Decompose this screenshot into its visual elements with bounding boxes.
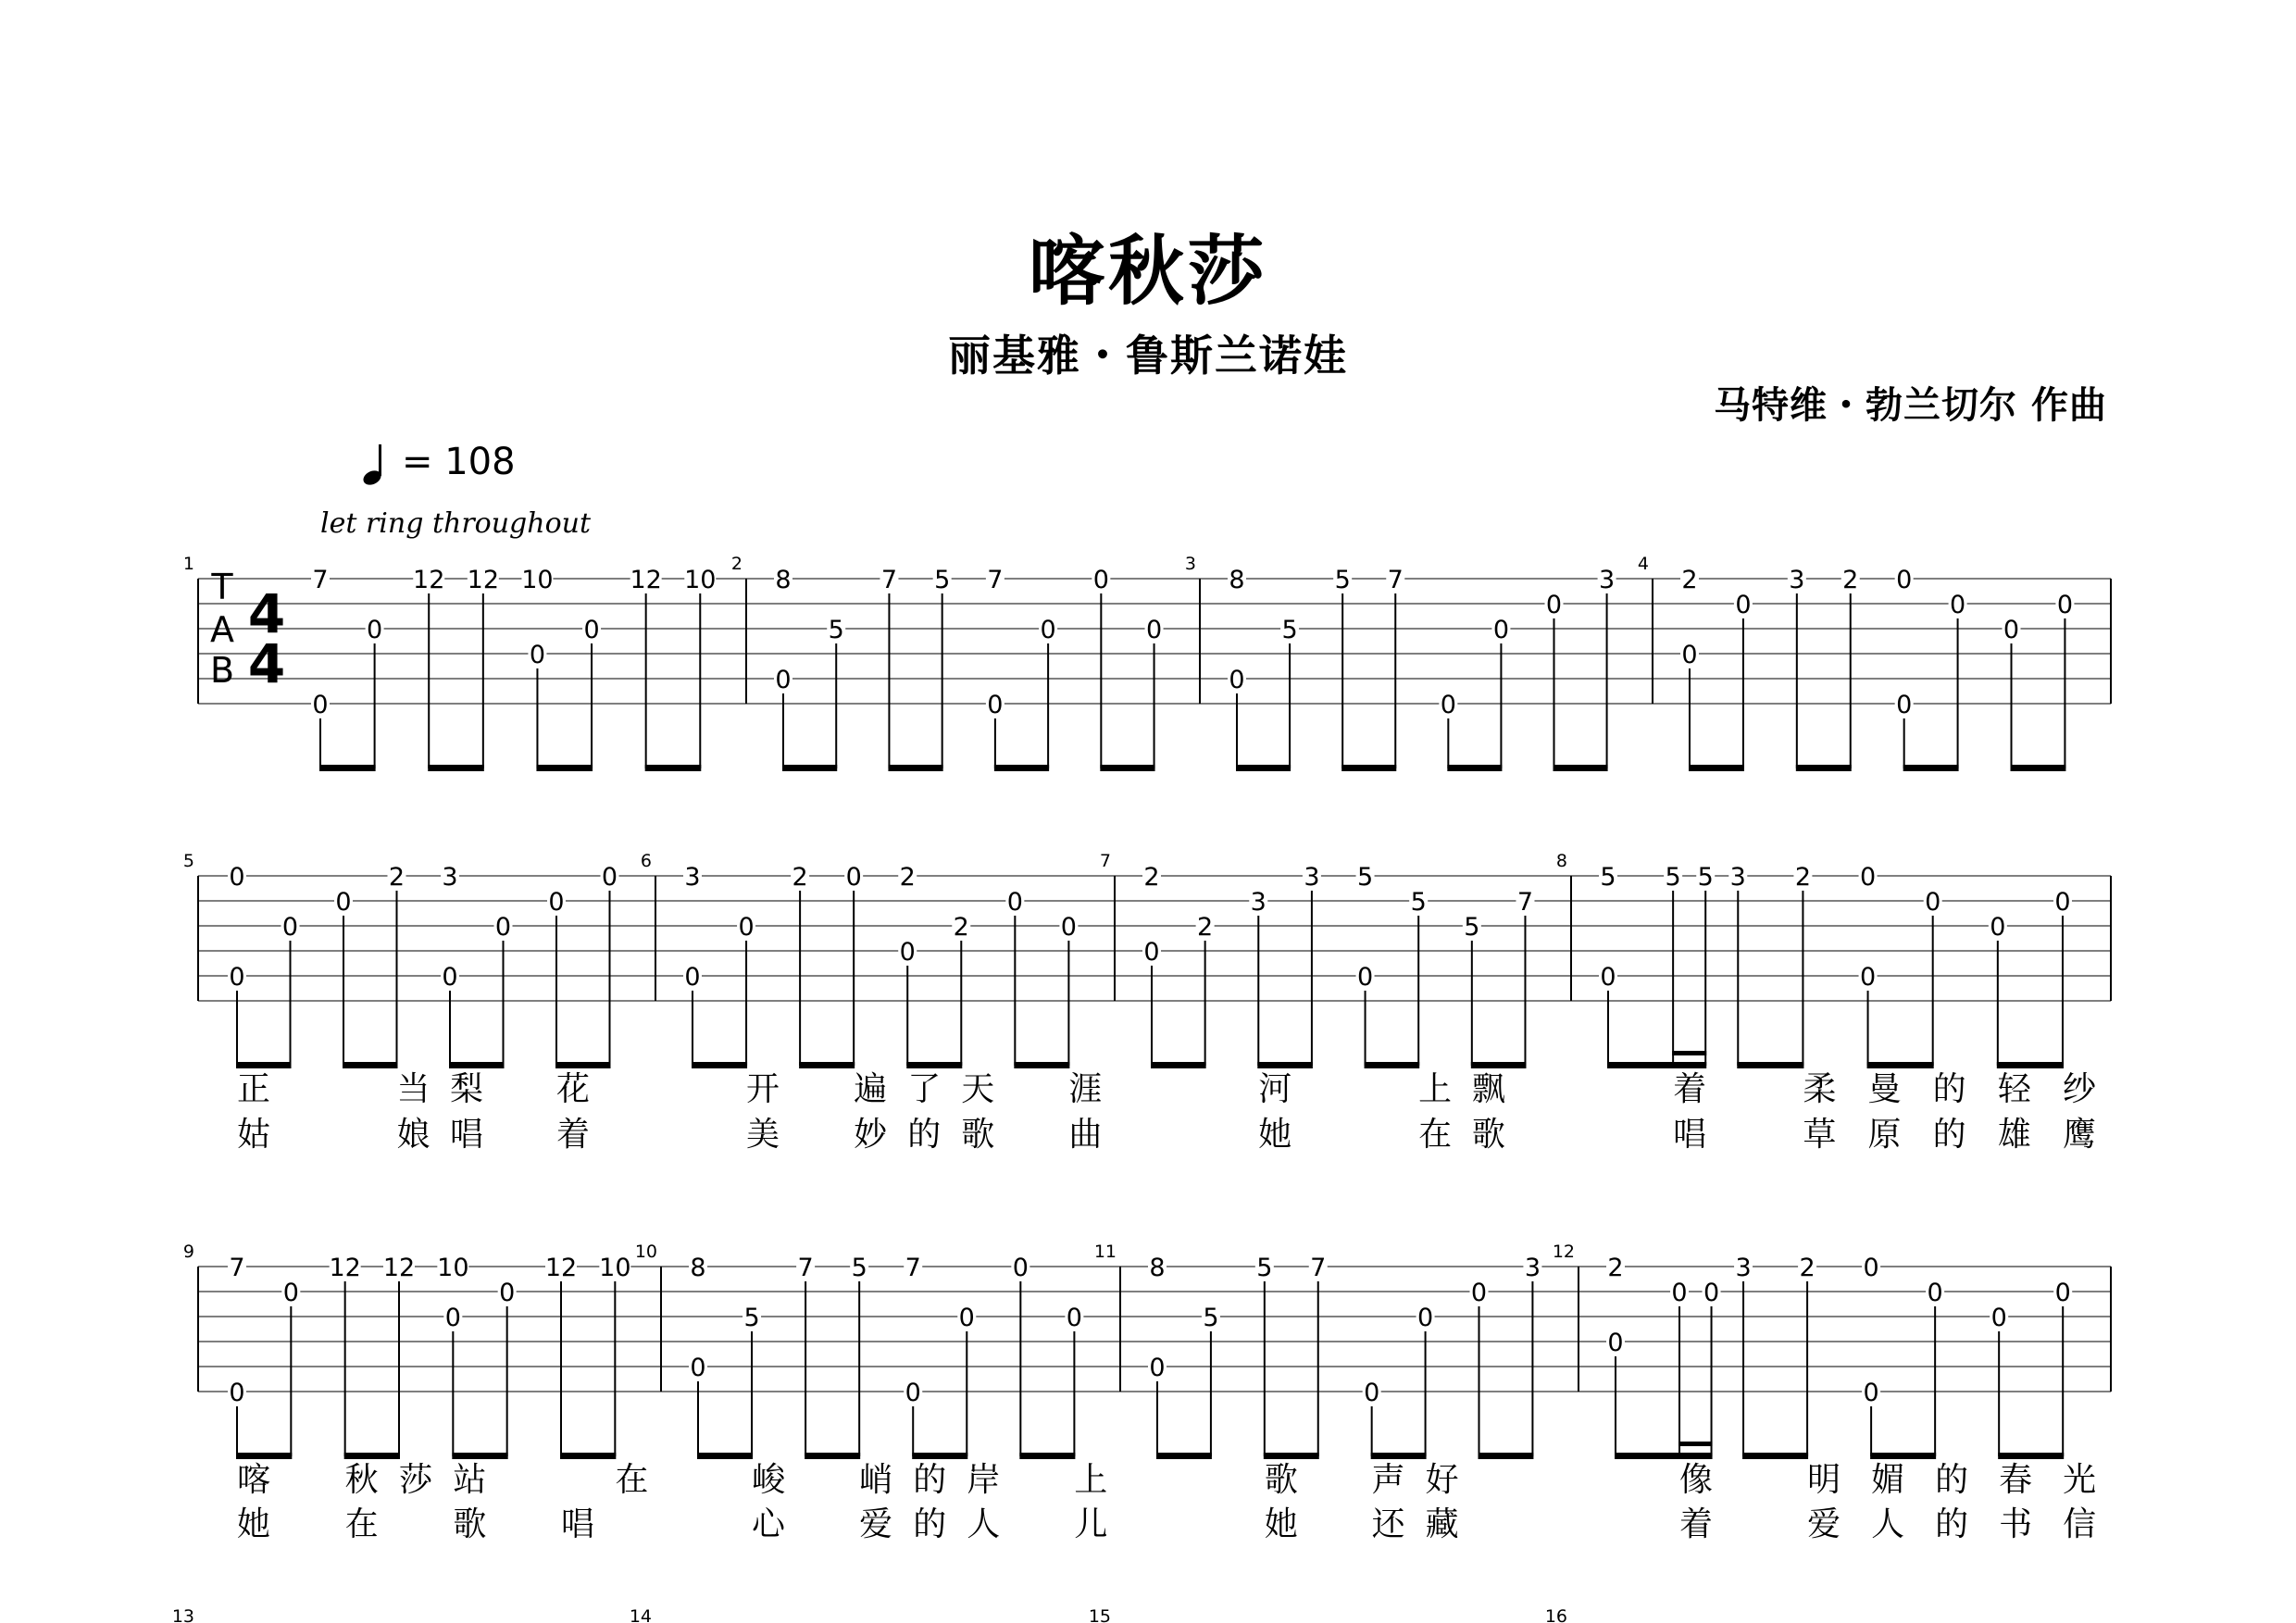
eighth-beam (1447, 765, 1502, 771)
lyric-syllable: 雄 (1997, 1116, 2031, 1154)
eighth-beam (452, 1453, 507, 1459)
lyric-syllable: 她 (1258, 1116, 1292, 1154)
fret-number: 0 (367, 616, 383, 644)
lyric-syllable: 唱 (560, 1505, 595, 1543)
fret-number: 3 (1304, 863, 1320, 892)
fret-number: 0 (1006, 888, 1023, 917)
eighth-beam (236, 1062, 292, 1068)
fret-number: 7 (880, 566, 898, 594)
lyric-syllable: 着 (1673, 1070, 1707, 1108)
lyric-syllable: 唱 (449, 1116, 484, 1154)
fret-number: 0 (1735, 591, 1752, 619)
fret-number: 8 (775, 566, 792, 594)
fret-number: 2 (792, 863, 808, 892)
lyric-syllable: 着 (555, 1116, 591, 1154)
time-signature-denominator: 4 (247, 632, 286, 695)
fret-number: 5 (934, 566, 951, 594)
fret-number: 2 (953, 913, 969, 942)
lyric-syllable: 上 (1074, 1461, 1108, 1499)
fret-number: 0 (1440, 691, 1456, 719)
lyric-syllable: 儿 (1074, 1505, 1108, 1543)
eighth-beam (1867, 1062, 1934, 1068)
eighth-beam (1264, 1453, 1319, 1459)
eighth-beam (560, 1453, 616, 1459)
lyric-syllable: 花 (555, 1070, 591, 1108)
lyric-syllable: 草 (1803, 1116, 1837, 1154)
eighth-beam (912, 1453, 967, 1459)
lyric-syllable: 的 (1935, 1461, 1969, 1499)
fret-number: 10 (599, 1254, 631, 1282)
fret-number: 3 (684, 863, 701, 892)
fret-number: 0 (499, 1279, 516, 1307)
measure-number: 6 (640, 851, 652, 871)
lyric-syllable: 原 (1867, 1116, 1902, 1154)
fret-number: 7 (1310, 1254, 1327, 1282)
fret-number: 7 (905, 1254, 921, 1282)
lyric-syllable: 遍 (854, 1070, 888, 1108)
tab-clef-letter: B (209, 650, 235, 691)
tab-clef-letter: A (210, 609, 234, 650)
fret-number: 0 (845, 863, 862, 892)
fret-number: 2 (899, 863, 916, 892)
lyric-syllable: 歌 (1471, 1116, 1505, 1154)
fret-number: 5 (828, 616, 844, 644)
eighth-beam (994, 765, 1049, 771)
composer-credit: 马特维・勃兰切尔 作曲 (1714, 384, 2107, 427)
sixteenth-beam (1672, 1051, 1706, 1055)
fret-number: 0 (958, 1304, 975, 1332)
lyric-syllable: 人 (1871, 1505, 1905, 1543)
lyric-syllable: 人 (967, 1505, 1001, 1543)
fret-number: 0 (548, 888, 565, 917)
lyric-syllable: 美 (746, 1116, 780, 1154)
fret-number: 0 (529, 641, 546, 669)
fret-number: 0 (229, 1379, 245, 1407)
fret-number: 0 (1949, 591, 1966, 619)
fret-number: 3 (442, 863, 458, 892)
fret-number: 10 (521, 566, 554, 594)
measure-number: 1 (182, 554, 194, 574)
fret-number: 0 (2054, 1279, 2071, 1307)
fret-number: 0 (1703, 1279, 1720, 1307)
eighth-beam (343, 1062, 398, 1068)
eighth-beam (1870, 1453, 1936, 1459)
fret-number: 0 (1859, 863, 1877, 892)
lyric-syllable: 着 (1679, 1505, 1714, 1543)
fret-number: 12 (630, 566, 662, 594)
fret-number: 5 (1203, 1304, 1219, 1332)
lyric-syllable: 纱 (2062, 1070, 2096, 1108)
lyric-syllable: 的 (913, 1505, 947, 1543)
lyric-syllable: 当 (396, 1070, 430, 1108)
measure-number: 14 (629, 1606, 652, 1623)
lyric-syllable: 爱 (1807, 1505, 1841, 1543)
fret-number: 0 (1229, 666, 1245, 694)
fret-number: 0 (494, 913, 512, 942)
lyric-syllable: 在 (344, 1505, 379, 1543)
fret-number: 0 (1092, 566, 1109, 594)
fret-number: 0 (583, 616, 600, 644)
fret-number: 7 (229, 1254, 245, 1282)
fret-number: 3 (1729, 863, 1746, 892)
eighth-beam (1554, 765, 1608, 771)
lyric-syllable: 姑 (236, 1116, 271, 1154)
lyric-syllable: 岸 (967, 1461, 1001, 1499)
eighth-beam (1615, 1453, 1713, 1459)
lyric-syllable: 柔 (1803, 1070, 1837, 1108)
lyric-syllable: 飘 (1471, 1070, 1505, 1108)
eighth-beam (536, 765, 593, 771)
fret-number: 0 (905, 1379, 921, 1407)
measure-number: 12 (1552, 1242, 1575, 1262)
eighth-beam (1365, 1062, 1420, 1068)
eighth-beam (1796, 765, 1852, 771)
eighth-beam (782, 765, 837, 771)
eighth-beam (888, 765, 942, 771)
fret-number: 0 (1470, 1279, 1488, 1307)
time-signature-numerator: 4 (247, 582, 286, 645)
fret-number: 3 (1524, 1254, 1541, 1282)
fret-number: 0 (1859, 963, 1877, 992)
fret-number: 12 (467, 566, 500, 594)
fret-number: 0 (1863, 1379, 1879, 1407)
lyric-syllable: 声 (1371, 1461, 1405, 1499)
fret-number: 12 (329, 1254, 361, 1282)
eighth-beam (1737, 1062, 1803, 1068)
fret-number: 0 (2056, 591, 2074, 619)
eighth-beam (697, 1453, 753, 1459)
fret-number: 0 (1896, 566, 1913, 594)
eighth-beam (645, 765, 702, 771)
lyric-syllable: 正 (236, 1070, 271, 1108)
lyric-syllable: 的 (1935, 1505, 1969, 1543)
eighth-beam (1479, 1453, 1534, 1459)
lyric-syllable: 像 (1679, 1461, 1714, 1499)
fret-number: 0 (2054, 888, 2071, 917)
fret-number: 0 (987, 691, 1004, 719)
fret-number: 0 (1671, 1279, 1688, 1307)
fret-number: 0 (1060, 913, 1077, 942)
fret-number: 0 (1364, 1379, 1380, 1407)
sixteenth-beam (1678, 1442, 1713, 1446)
eighth-beam (1236, 765, 1291, 771)
fret-number: 0 (1545, 591, 1563, 619)
measure-number: 15 (1088, 1606, 1111, 1623)
lyric-syllable: 还 (1371, 1505, 1405, 1543)
eighth-beam (1257, 1062, 1313, 1068)
eighth-beam (1689, 765, 1744, 771)
fret-number: 0 (1681, 641, 1698, 669)
fret-number: 2 (1842, 566, 1859, 594)
fret-number: 0 (1990, 913, 2006, 942)
fret-number: 8 (690, 1254, 706, 1282)
lyric-syllable: 喀 (236, 1461, 271, 1499)
lyric-syllable: 在 (1418, 1116, 1453, 1154)
fret-number: 10 (437, 1254, 469, 1282)
lyric-syllable: 河 (1258, 1070, 1292, 1108)
fret-number: 3 (1250, 888, 1267, 917)
fret-number: 5 (1665, 863, 1681, 892)
lyric-syllable: 歌 (1264, 1461, 1298, 1499)
eighth-beam (1151, 1062, 1206, 1068)
tempo-value: = 108 (402, 441, 516, 483)
lyric-syllable: 娘 (396, 1116, 430, 1154)
lyric-syllable: 上 (1418, 1070, 1453, 1108)
lyric-syllable: 梨 (449, 1070, 484, 1108)
lyric-syllable: 她 (1264, 1505, 1298, 1543)
fret-number: 5 (1464, 913, 1480, 942)
measure-number: 2 (730, 554, 742, 574)
let-ring-direction: let ring throughout (320, 507, 592, 540)
lyric-syllable: 心 (752, 1505, 786, 1543)
fret-number: 12 (382, 1254, 416, 1282)
fret-number: 7 (987, 566, 1004, 594)
fret-number: 5 (1410, 888, 1427, 917)
fret-number: 0 (899, 938, 916, 967)
lyric-syllable: 开 (746, 1070, 780, 1108)
fret-number: 0 (1416, 1304, 1434, 1332)
measure-number: 10 (634, 1242, 657, 1262)
measure-number: 16 (1544, 1606, 1567, 1623)
fret-number: 0 (601, 863, 618, 892)
fret-number: 0 (229, 963, 245, 992)
lyric-syllable: 好 (1425, 1461, 1459, 1499)
lyric-syllable: 曲 (1068, 1116, 1103, 1154)
lyric-syllable: 妙 (854, 1116, 888, 1154)
fret-number: 0 (1925, 888, 1941, 917)
fret-number: 0 (444, 1304, 461, 1332)
fret-number: 0 (1143, 938, 1160, 967)
fret-number: 0 (684, 963, 701, 992)
fret-number: 0 (775, 666, 792, 694)
lyric-syllable: 春 (1999, 1461, 2033, 1499)
eighth-beam (344, 1453, 400, 1459)
eighth-beam (1014, 1062, 1069, 1068)
lyric-syllable: 秋 (344, 1461, 379, 1499)
eighth-beam (805, 1453, 860, 1459)
lyric-syllable: 藏 (1425, 1505, 1459, 1543)
eighth-beam (428, 765, 484, 771)
measure-number: 13 (171, 1606, 194, 1623)
fret-number: 5 (1334, 566, 1351, 594)
eighth-beam (1997, 1062, 2064, 1068)
fret-number: 0 (1145, 616, 1163, 644)
fret-number: 0 (442, 963, 458, 992)
fret-number: 0 (1990, 1304, 2007, 1332)
fret-number: 0 (1012, 1254, 1029, 1282)
measure-number: 7 (1099, 851, 1111, 871)
fret-number: 2 (1197, 913, 1214, 942)
fret-number: 2 (1143, 863, 1160, 892)
fret-number: 3 (1598, 566, 1616, 594)
eighth-beam (1019, 1453, 1075, 1459)
eighth-beam (449, 1062, 505, 1068)
fret-number: 5 (1697, 863, 1714, 892)
fret-number: 0 (738, 913, 755, 942)
fret-number: 12 (544, 1254, 578, 1282)
eighth-beam (799, 1062, 855, 1068)
eighth-beam (1100, 765, 1154, 771)
fret-number: 0 (1356, 963, 1374, 992)
fret-number: 0 (1492, 616, 1510, 644)
fret-number: 5 (1356, 863, 1374, 892)
fret-number: 7 (797, 1254, 814, 1282)
measure-number: 8 (1555, 851, 1567, 871)
lyric-syllable: 爱 (859, 1505, 893, 1543)
eighth-beam (1998, 1453, 2064, 1459)
lyric-syllable: 峻 (752, 1461, 786, 1499)
fret-number: 5 (1256, 1254, 1273, 1282)
eighth-beam (555, 1062, 611, 1068)
lyric-syllable: 鹰 (2062, 1116, 2096, 1154)
eighth-beam (319, 765, 376, 771)
lyric-syllable: 书 (1999, 1505, 2033, 1543)
measure-number: 4 (1637, 554, 1649, 574)
fret-number: 8 (1149, 1254, 1166, 1282)
lyric-syllable: 她 (236, 1505, 271, 1543)
fret-number: 0 (281, 913, 299, 942)
eighth-beam (1341, 765, 1396, 771)
fret-number: 7 (1516, 888, 1534, 917)
fret-number: 10 (684, 566, 717, 594)
lyric-syllable: 的 (1932, 1116, 1966, 1154)
fret-number: 2 (1794, 863, 1812, 892)
lyric-syllable: 媚 (1871, 1461, 1905, 1499)
fret-number: 2 (1681, 566, 1698, 594)
fret-number: 0 (1896, 691, 1913, 719)
fret-number: 12 (413, 566, 445, 594)
fret-number: 8 (1229, 566, 1245, 594)
eighth-beam (2011, 765, 2066, 771)
eighth-beam (1742, 1453, 1808, 1459)
fret-number: 3 (1735, 1254, 1752, 1282)
fret-number: 0 (1149, 1354, 1166, 1382)
eighth-beam (1156, 1453, 1212, 1459)
measure-number: 3 (1184, 554, 1196, 574)
measure-number: 5 (182, 851, 194, 871)
lyric-syllable: 歌 (453, 1505, 487, 1543)
fret-number: 5 (1281, 616, 1298, 644)
song-title: 喀秋莎 (1028, 228, 1267, 316)
fret-number: 0 (1040, 616, 1056, 644)
fret-number: 2 (1607, 1254, 1624, 1282)
fret-number: 0 (1066, 1304, 1082, 1332)
fret-number: 7 (312, 566, 329, 594)
fret-number: 2 (1799, 1254, 1816, 1282)
fret-number: 0 (282, 1279, 299, 1307)
fret-number: 3 (1789, 566, 1805, 594)
eighth-beam (1471, 1062, 1527, 1068)
eighth-beam (906, 1062, 962, 1068)
fret-number: 0 (690, 1354, 706, 1382)
lyric-syllable: 的 (907, 1116, 942, 1154)
fret-number: 0 (229, 863, 245, 892)
eighth-beam (1607, 1062, 1706, 1068)
lyric-syllable: 轻 (1997, 1070, 2031, 1108)
lyric-syllable: 信 (2063, 1505, 2097, 1543)
lyric-syllable: 唱 (1673, 1116, 1707, 1154)
fret-number: 7 (1387, 566, 1404, 594)
measure-number: 9 (182, 1242, 194, 1262)
performer-name: 丽基雅・鲁斯兰诺娃 (948, 331, 1348, 381)
lyric-syllable: 曼 (1867, 1070, 1902, 1108)
fret-number: 0 (312, 691, 329, 719)
lyric-syllable: 在 (615, 1461, 649, 1499)
fret-number: 5 (743, 1304, 760, 1332)
fret-number: 2 (388, 863, 406, 892)
lyric-syllable: 峭 (859, 1461, 893, 1499)
eighth-beam (1371, 1453, 1427, 1459)
eighth-beam (1903, 765, 1959, 771)
lyric-syllable: 了 (907, 1070, 942, 1108)
lyric-syllable: 的 (1932, 1070, 1966, 1108)
lyric-syllable: 明 (1807, 1461, 1841, 1499)
lyric-syllable: 站 (453, 1461, 487, 1499)
fret-number: 5 (851, 1254, 867, 1282)
fret-number: 0 (1927, 1279, 1943, 1307)
fret-number: 0 (1863, 1254, 1879, 1282)
fret-number: 0 (2003, 616, 2020, 644)
fret-number: 5 (1600, 863, 1616, 892)
eighth-beam (692, 1062, 747, 1068)
fret-number: 0 (1600, 963, 1616, 992)
lyric-syllable: 的 (913, 1461, 947, 1499)
tab-clef-letter: T (211, 567, 233, 607)
lyric-syllable: 光 (2063, 1461, 2097, 1499)
lyric-syllable: 莎 (398, 1461, 433, 1499)
measure-number: 11 (1093, 1242, 1117, 1262)
lyric-syllable: 歌 (961, 1116, 995, 1154)
fret-number: 0 (335, 888, 352, 917)
lyric-syllable: 涯 (1068, 1070, 1103, 1108)
lyric-syllable: 天 (961, 1070, 995, 1108)
eighth-beam (236, 1453, 292, 1459)
fret-number: 0 (1607, 1329, 1624, 1357)
